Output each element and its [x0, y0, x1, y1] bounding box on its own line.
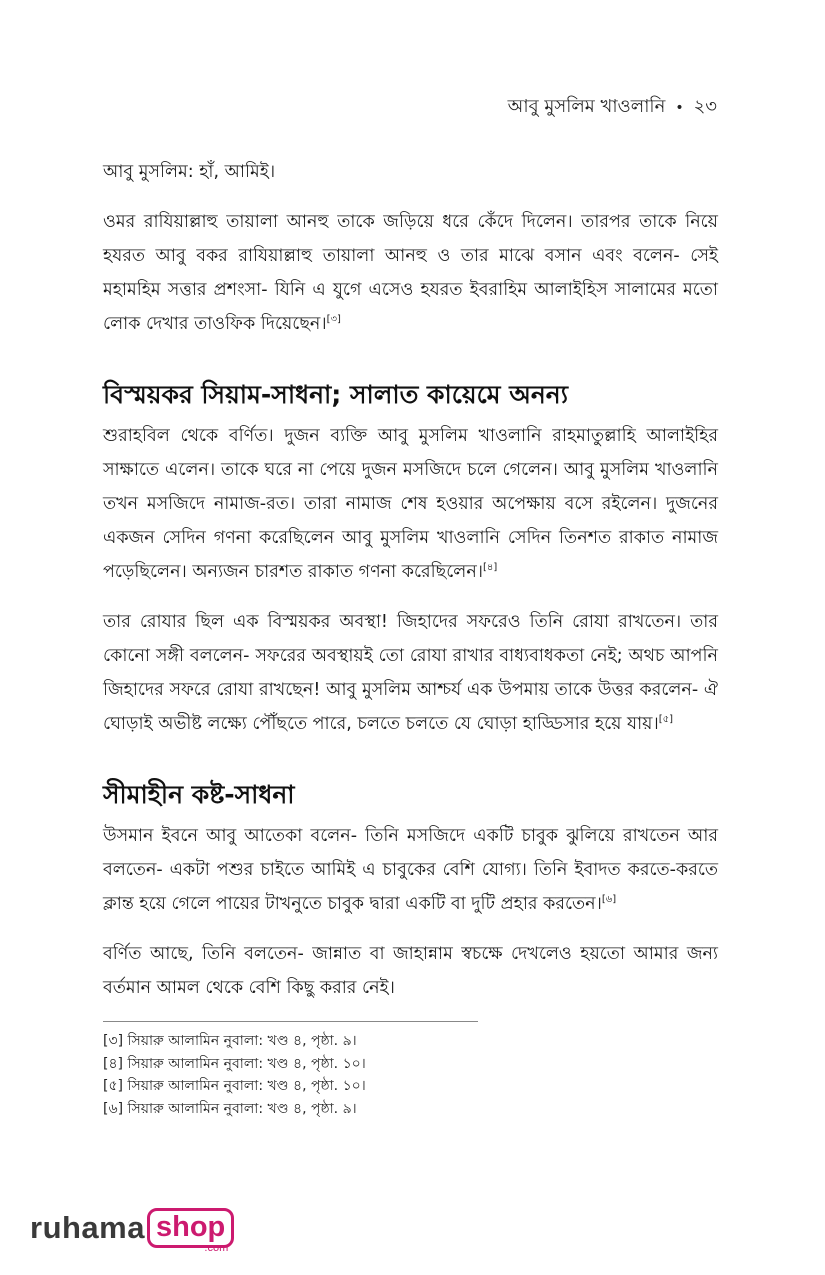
- logo-brand-left: ruhama: [30, 1210, 145, 1245]
- footnote-4: [৪] সিয়ারু আলামিন নুবালা: খণ্ড ৪, পৃষ্ঠা. ১০।: [103, 1055, 366, 1072]
- footnotes: [103, 1030, 718, 1120]
- paragraph-3-text: শুরাহবিল থেকে বর্ণিত। দুজন ব্যক্তি আবু মুসলিম খাওলানি রাহমাতুল্লাহি আলাইহির সাক্ষাতে এলেন। তাকে ঘরে না পেয়ে দুজন মসজিদে চলে গেলেন। আবু মুসলিম খাওলানি তখন মসজিদে নামাজ-রত। তারা নামাজ শেষ হওয়ার অপেক্ষায় বসে রইলেন। দুজনের একজন সেদিন গণনা করেছিলেন আবু মুসলিম খাওলানি সেদিন তিনশত রাকাত নামাজ পড়েছিলেন। অন্যজন চারশত রাকাত গণনা করেছিলেন।: [103, 426, 718, 582]
- paragraph-6: বর্ণিত আছে, তিনি বলতেন- জান্নাত বা জাহান্নাম স্বচক্ষে দেখলেও হয়তো আমার জন্য বর্তমান আমল থেকে বেশি কিছু করার নেই।: [103, 944, 718, 998]
- footnote-divider: [103, 1021, 478, 1022]
- footnote-6: [৬] সিয়ারু আলামিন নুবালা: খণ্ড ৪, পৃষ্ঠা. ৯।: [103, 1100, 357, 1117]
- section-heading-fasting: বিস্ময়কর সিয়াম-সাধনা; সালাত কায়েমে অনন্য: [103, 380, 568, 409]
- page-body: [103, 155, 718, 1120]
- paragraph-5-text: উসমান ইবনে আবু আতেকা বলেন- তিনি মসজিদে একটি চাবুক ঝুলিয়ে রাখতেন আর বলতেন- একটা পশুর চাইতে আমিই এ চাবুকের বেশি যোগ্য। তিনি ইবাদত করতে-করতে ক্লান্ত হয়ে গেলে পায়ের টাখনুতে চাবুক দ্বারা একটি বা দুটি প্রহার করতেন।: [103, 826, 718, 914]
- paragraph-4-text: তার রোযার ছিল এক বিস্ময়কর অবস্থা! জিহাদের সফরেও তিনি রোযা রাখতেন। তার কোনো সঙ্গী বললেন- সফরের অবস্থায়ই তো রোযা রাখার বাধ্যবাধকতা নেই; অথচ আপনি জিহাদের সফরে রোযা রাখছেন! আবু মুসলিম আশ্চর্য এক উপমায় তাকে উত্তর করলেন- ঐ ঘোড়াই অভীষ্ট লক্ষ্যে পৌঁছতে পারে, চলতে চলতে যে ঘোড়া হাড্ডিসার হয়ে যায়।: [103, 612, 718, 734]
- logo-shop-badge: [147, 1208, 234, 1254]
- footnote-ref-6[interactable]: [৬]: [601, 894, 617, 906]
- paragraph-4: [103, 605, 718, 741]
- footnote-ref-3[interactable]: [৩]: [326, 314, 341, 326]
- footnote-3: [৩] সিয়ারু আলামিন নুবালা: খণ্ড ৪, পৃষ্ঠা. ৯।: [103, 1033, 357, 1049]
- footnote-ref-4[interactable]: [৪]: [483, 562, 498, 574]
- page-number: ২৩: [693, 96, 717, 117]
- header-separator: •: [675, 99, 684, 116]
- paragraph-2: [103, 205, 718, 341]
- paragraph-3: [103, 419, 718, 589]
- logo-domain: .com: [204, 1242, 229, 1254]
- paragraph-1: আবু মুসলিম: হাঁ, আমিই।: [103, 162, 276, 182]
- logo-brand-right: shop: [147, 1208, 234, 1248]
- running-header: [508, 92, 717, 123]
- running-title: আবু মুসলিম খাওলানি: [507, 96, 666, 117]
- footnote-5: [৫] সিয়ারু আলামিন নুবালা: খণ্ড ৪, পৃষ্ঠা. ১০।: [103, 1078, 366, 1094]
- paragraph-2-text: ওমর রাযিয়াল্লাহু তায়ালা আনহু তাকে জড়িয়ে ধরে কেঁদে দিলেন। তারপর তাকে নিয়ে হযরত আবু বকর রাযিয়াল্লাহু তায়ালা আনহু ও তার মাঝে বসান এবং বলেন- সেই মহামহিম সত্তার প্রশংসা- যিনি এ যুগে এসেও হযরত ইবরাহিম আলাইহিস সালামের মতো লোক দেখার তাওফিক দিয়েছেন।: [103, 212, 718, 334]
- footnote-ref-5[interactable]: [৫]: [658, 714, 674, 726]
- section-heading-hardship: সীমাহীন কষ্ট-সাধনা: [103, 780, 295, 809]
- paragraph-5: [103, 819, 718, 921]
- ruhamashop-logo: [30, 1208, 234, 1254]
